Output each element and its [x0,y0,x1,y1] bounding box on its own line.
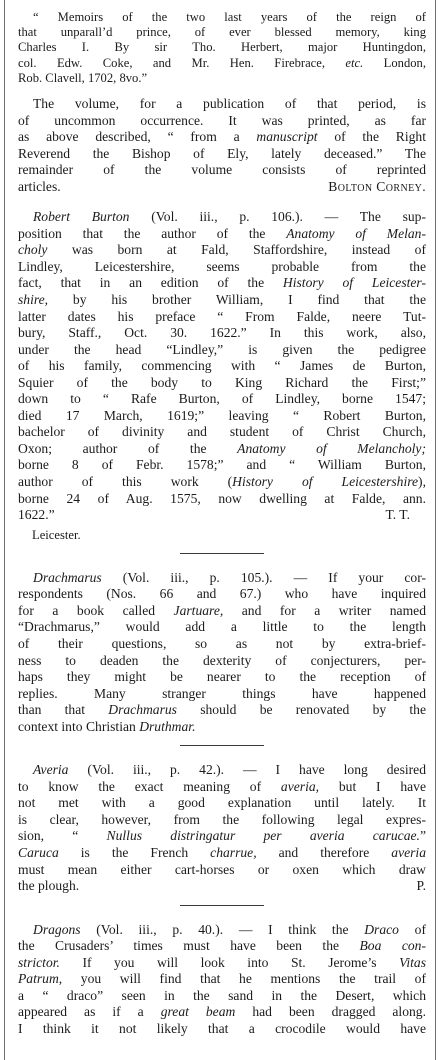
text-line: author of this work (History of Leicestershire), [18,474,426,489]
author-signature: Bolton Corney. [328,178,426,194]
text-line: down to “ Rafe Burton, of Lindley, borne 1547; [18,391,426,407]
text-line: bachelor of divinity and student of Christ Church, [18,424,426,440]
signature-line [18,179,426,196]
averia-entry [18,762,426,894]
text-line: position that the author of the Anatomy of Melan- [18,225,426,241]
text-line: ness to deaden the dexterity of conjecturers, per- [18,652,426,668]
text-line: fact, that in an edition of the History of Leicester- [18,275,426,291]
text-line: of their questions, so as not by extra-brief- [18,635,426,651]
text-line: Lindley, Leicestershire, seems probable from the [18,258,426,274]
entry-heading: Averia [33,762,69,778]
entry-heading-line: Dragons (Vol. iii., p. 40.). — I think the Draco of [33,921,426,937]
entry-heading: Dragons [33,921,81,937]
author-place: Leicester. [32,527,81,542]
entry-heading-line: Robert Burton (Vol. iii., p. 106.). — The sup- [33,209,426,225]
text-line: the plough. [18,878,80,894]
text-line: The volume, for a publication of that period, is [33,96,426,112]
text-line: articles. [18,178,61,194]
text-line: must mean either cart-horses or oxen which draw [18,861,426,877]
entry-heading-line: Averia (Vol. iii., p. 42.). — I have long desired [33,762,426,778]
signature-line [18,507,426,524]
volume-note [18,96,426,195]
text-line: Patrum, you will find that he mentions the trail of [18,971,426,987]
text-line: of his family, commencing with “ James de Burton, [18,358,426,374]
text-line: borne 24 of Aug. 1575, now dwelling at Falde, ann. [18,490,426,506]
burton-entry [18,209,426,543]
quote-line: Charles I. By sir Tho. Herbert, major Huntingdon, [18,40,426,55]
text-line: “Drachmarus,” would add a little to the length [18,619,426,635]
text-line: respondents (Nos. 66 and 67.) who have inquired [18,586,426,602]
text-line: Oxon; author of the Anatomy of Melancholy; [18,440,426,456]
text-line: than that Drachmarus should be renovated by the [18,702,426,718]
quote-line: Rob. Clavell, 1702, 8vo.” [18,70,148,85]
text-line: Squier of the body to King Richard the First;” [18,374,426,390]
quote-block [18,10,426,86]
text-line: strictor. If you will look into St. Jerome’s Vitas [18,954,426,970]
text-line: a “ draco” seen in the sand in the Desert, which [18,987,426,1003]
author-initials: P. [416,878,426,894]
text-line: I think it not likely that a crocodile would have [18,1020,426,1036]
text-line: under the head “Lindley,” is given the pedigree [18,341,426,357]
text-line: to know the exact meaning of averia, but I have [18,778,426,794]
text-line: haps they might be nearer to the reception of [18,669,426,685]
entry-heading-line: Drachmarus (Vol. iii., p. 105.). — If your cor- [33,569,426,585]
text-line: is clear, however, from the following legal expres- [18,811,426,827]
dragons-entry [18,922,426,1038]
column-edge-left [4,0,5,1060]
text-line: shire, by his brother William, I find that the [18,291,426,307]
text-line: remainder of the volume consists of reprinted [18,162,426,178]
text-line: sion, “ Nullus distringatur per averia carucae.” [18,828,426,844]
section-divider [18,745,426,746]
text-line: appeared as if a great beam had been dragged along. [18,1004,426,1020]
text-line: 1622.” [18,507,55,523]
page-column [18,10,426,1047]
entry-heading: Robert Burton [33,209,130,225]
signature-line [18,878,426,895]
drachmarus-entry [18,570,426,735]
text-line: context into Christian Druthmar. [18,718,196,734]
text-line: the Crusaders’ times must have been the Boa con- [18,938,427,954]
text-line: of uncommon occurrence. It was printed, as far [18,112,426,128]
section-divider [18,905,426,906]
quote-line: that unparall’d prince, of ever blessed memory, king [18,25,426,40]
text-line: died 17 March, 1619;” leaving “ Robert Burton, [18,407,426,423]
text-line: latter dates his preface “ From Falde, neere Tut- [18,308,426,324]
entry-heading: Drachmarus [33,569,102,585]
quote-line: col. Edw. Coke, and Mr. Hen. Firebrace, etc. London, [18,55,426,70]
text-line: replies. Many stranger things have happened [18,685,426,701]
text-line: Reverend the Bishop of Ely, lately deceased.” The [18,145,426,161]
text-line: not met with a good explanation until lately. It [18,795,426,811]
text-line: bury, Staff., Oct. 30. 1622.” In this work, also, [18,325,426,341]
author-initials: T. T. [385,507,410,523]
text-line: borne 8 of Febr. 1578;” and “ William Burton, [18,457,426,473]
section-divider [18,553,426,554]
column-edge-right [435,0,436,1060]
text-line: choly was born at Fald, Staffordshire, instead of [18,242,426,258]
text-line: Caruca is the French charrue, and therefore averia [18,845,426,860]
text-line: for a book called Jartuare, and for a writer named [18,602,426,618]
quote-line: “ Memoirs of the two last years of the reign of [33,10,426,24]
text-line: as above described, “ from a manuscript of the Right [18,129,426,145]
